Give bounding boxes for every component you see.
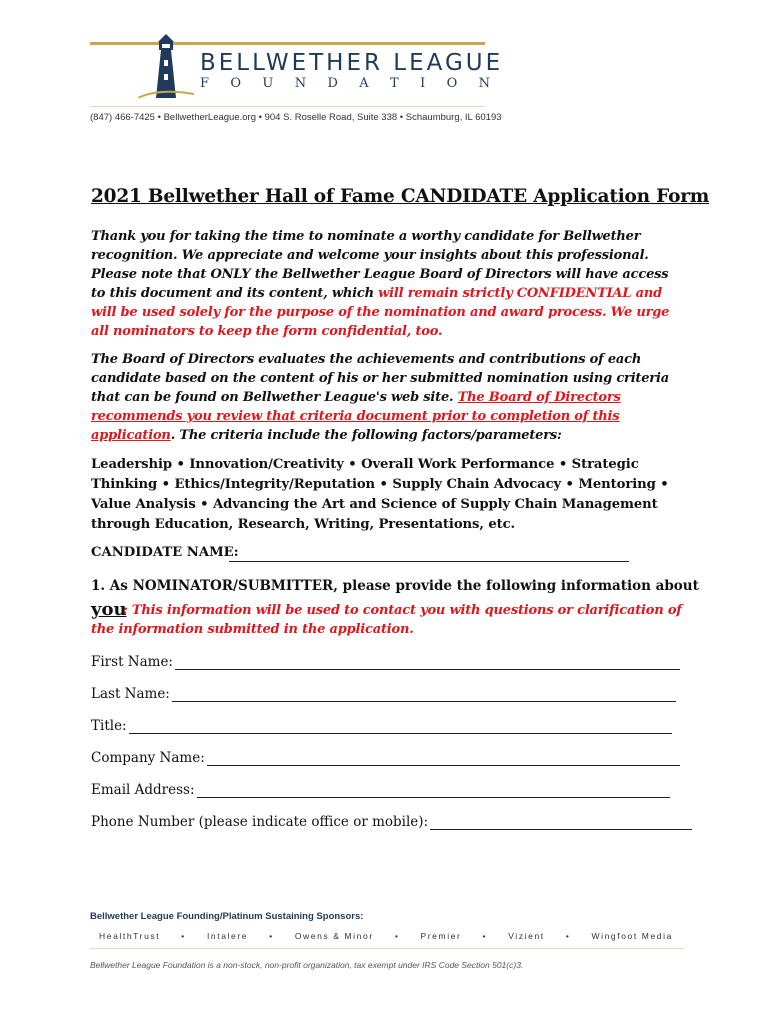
- title-field[interactable]: [129, 719, 672, 734]
- org-subtitle: [200, 76, 490, 91]
- you-emphasis: you: [91, 599, 127, 620]
- nominator-note-line2: the information submitted in the application.: [91, 622, 414, 637]
- email-address-row: [91, 782, 670, 798]
- criteria-recommendation-link[interactable]: The Board of Directors recommends you review that criteria document prior to completion of this application: [91, 390, 621, 443]
- sponsor-name: Owens & Minor: [294, 931, 374, 941]
- org-subtitle-letter: O: [446, 76, 458, 91]
- lighthouse-icon: [138, 32, 194, 98]
- phone-number-field[interactable]: [430, 815, 692, 830]
- org-subtitle-letter: U: [262, 76, 274, 91]
- board-text-end: . The criteria include the following factors/parameters:: [170, 428, 562, 443]
- sponsor-name: Vizient: [508, 931, 545, 941]
- org-subtitle-letter: N: [478, 76, 490, 91]
- sponsor-list: [99, 931, 673, 941]
- sponsors-heading: Bellwether League Founding/Platinum Sustaining Sponsors:: [90, 911, 364, 922]
- sponsor-separator: •: [565, 931, 571, 941]
- org-name: BELLWETHER LEAGUE: [200, 50, 504, 76]
- email-address-label: Email Address:: [91, 782, 195, 798]
- org-subtitle-letter: N: [294, 76, 307, 91]
- sponsor-name: Premier: [420, 931, 462, 941]
- email-address-field[interactable]: [197, 783, 670, 798]
- contact-divider: [90, 106, 485, 107]
- company-name-label: Company Name:: [91, 750, 205, 766]
- sponsor-name: HealthTrust: [99, 931, 161, 941]
- board-paragraph: [91, 350, 676, 445]
- last-name-label: Last Name:: [91, 686, 170, 702]
- sponsor-separator: •: [482, 931, 488, 941]
- last-name-row: [91, 686, 676, 702]
- phone-number-row: [91, 814, 692, 830]
- org-subtitle-letter: I: [420, 76, 426, 91]
- nominator-heading: 1. As NOMINATOR/SUBMITTER, please provide the following information about: [91, 578, 699, 594]
- intro-text: Thank you for taking the time to nominate a worthy candidate for Bellwether recognition. We appreciate and welcome your insights about this professional. Please note that ONLY the Bellwether League Board of Directors will have access to this document and its content, which: [91, 229, 669, 301]
- intro-paragraph: [91, 227, 676, 341]
- nominator-note-line1: : This information will be used to contact you with questions or clarification of: [123, 603, 682, 618]
- title-row: [91, 718, 672, 734]
- org-subtitle-letter: O: [230, 76, 242, 91]
- phone-number-label: Phone Number (please indicate office or mobile):: [91, 814, 429, 830]
- last-name-field[interactable]: [172, 687, 676, 702]
- title-label: Title:: [91, 718, 127, 734]
- sponsor-separator: •: [181, 931, 186, 941]
- confidential-notice: will remain strictly CONFIDENTIAL and will be used solely for the purpose of the nomination and award process. We urge all nominators to keep the form confidential, too.: [91, 286, 670, 339]
- footer-divider: [90, 948, 685, 949]
- board-text: The Board of Directors evaluates the achievements and contributions of each candidate based on the content of his or her submitted nomination using criteria that can be found on Bellwether League's web site.: [91, 352, 669, 405]
- org-subtitle-letter: F: [200, 76, 210, 91]
- org-subtitle-letter: D: [327, 76, 338, 91]
- first-name-field[interactable]: [175, 655, 680, 670]
- form-title: 2021 Bellwether Hall of Fame CANDIDATE Application Form: [91, 186, 710, 207]
- candidate-name-field[interactable]: [229, 561, 629, 562]
- criteria-list: Leadership • Innovation/Creativity • Overall Work Performance • Strategic Thinking • Ethics/Integrity/Reputation • Supply Chain Advocacy • Mentoring • Value Analysis • Advancing the Art and Science of Supply Chain Management through Education, Research, Writing, Presentations, etc.: [91, 457, 669, 532]
- company-name-row: [91, 750, 680, 766]
- footer-note: Bellwether League Foundation is a non-stock, non-profit organization, tax exempt under IRS Code Section 501(c)3.: [90, 960, 524, 970]
- org-subtitle-letter: T: [390, 76, 399, 91]
- first-name-label: First Name:: [91, 654, 173, 670]
- company-name-field[interactable]: [207, 751, 680, 766]
- sponsor-name: Wingfoot Media: [591, 931, 673, 941]
- sponsor-name: Intalere: [206, 931, 249, 941]
- contact-info: (847) 466-7425 • BellwetherLeague.org • 904 S. Roselle Road, Suite 338 • Schaumburg, IL 60193: [90, 112, 502, 123]
- sponsor-separator: •: [269, 931, 274, 941]
- candidate-name-label: CANDIDATE NAME:: [91, 545, 239, 560]
- sponsor-separator: •: [394, 931, 400, 941]
- first-name-row: [91, 654, 680, 670]
- org-subtitle-letter: A: [359, 76, 369, 91]
